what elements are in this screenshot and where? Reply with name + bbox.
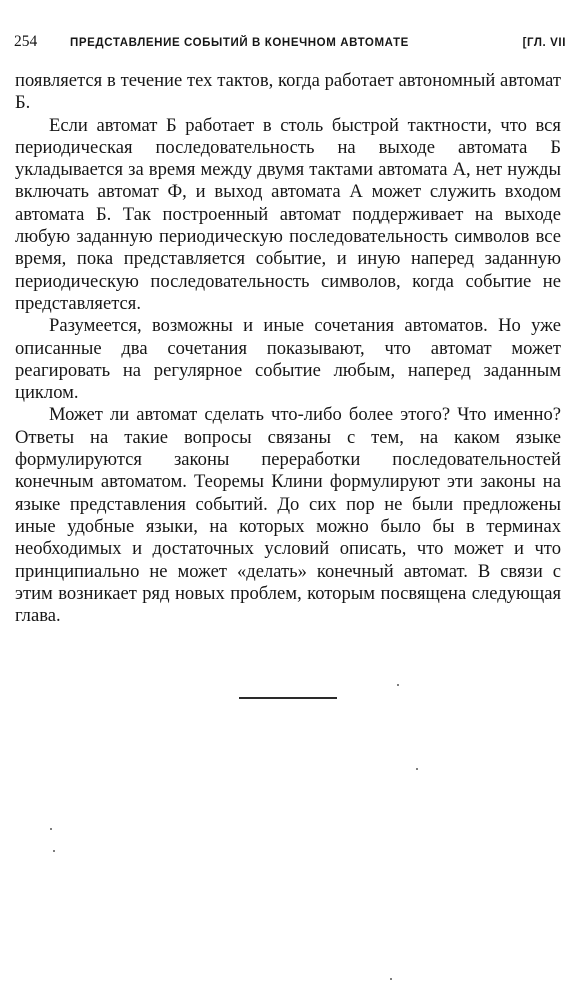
body-text [15,70,561,627]
scan-speck [390,978,392,980]
paragraph: Может ли автомат сделать что-либо более этого? Что именно? Ответы на такие вопросы связаны с тем, на каком языке формулируются законы переработки последовательностей конечным автоматом. Теоремы Клини формулируют эти законы на языке представления событий. До сих пор не были предложены иные удобные языки, на которых можно было бы в терминах необходимых и достаточных условий описать, что может и что принципиально не может «делать» конечный автомат. В связи с этим возникает ряд новых проблем, которым посвящена следующая глава. [15,404,561,627]
paragraph: Разумеется, возможны и иные сочетания автоматов. Но уже описанные два сочетания показывают, что автомат может реагировать на регулярное событие любым, наперед заданным циклом. [15,315,561,404]
paragraph: появляется в течение тех тактов, когда работает автономный автомат Б. [15,70,561,114]
scan-speck [50,828,52,830]
page-header [14,33,566,53]
page-number: 254 [14,33,38,50]
scan-speck [53,850,55,852]
paragraph: Если автомат Б работает в столь быстрой тактности, что вся периодическая последовательность на выходе автомата Б укладывается за время между двумя тактами автомата А, нет нужды включать автомат Ф, и выход автомата А может служить входом автомата Б. Так построенный автомат поддерживает на выходе любую заданную периодическую последовательность символов все время, пока представляется событие, и иную наперед заданную периодическую последовательность символов, когда событие не представляется. [15,114,561,314]
scan-speck [397,684,399,686]
running-title: ПРЕДСТАВЛЕНИЕ СОБЫТИЙ В КОНЕЧНОМ АВТОМАТЕ [70,37,409,49]
scan-speck [416,768,418,770]
section-end-rule [239,697,337,699]
chapter-label: [ГЛ. VII [522,37,566,49]
